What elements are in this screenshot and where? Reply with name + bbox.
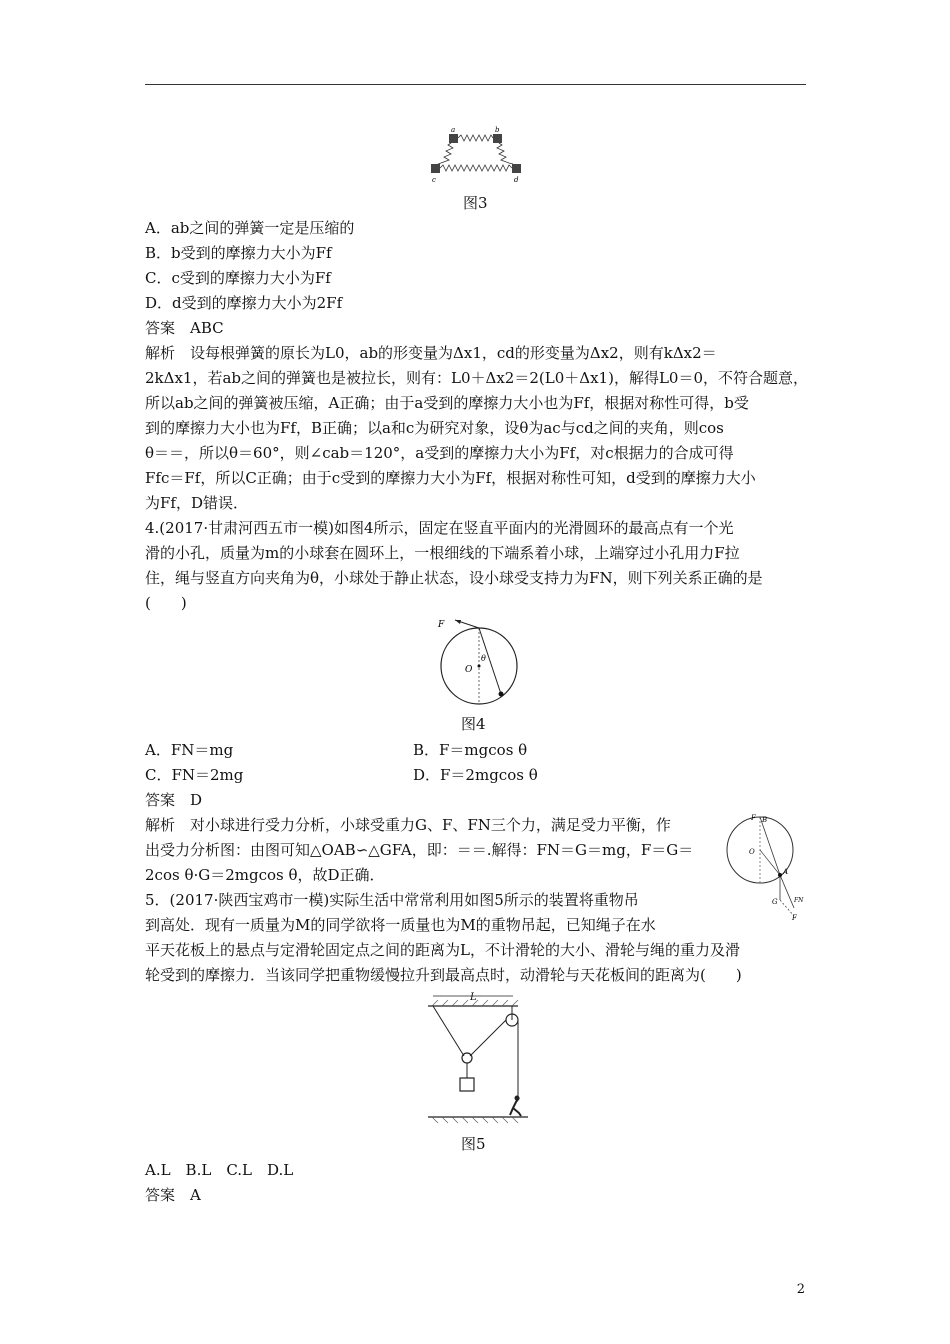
label-b: b [495, 126, 500, 134]
figure-4-ring [430, 615, 530, 705]
q3-analysis-line: θ＝＝，所以θ＝60°，则∠cab＝120°，a受到的摩擦力大小为Ff，对c根据力的合成可得 [145, 444, 734, 462]
string [760, 817, 780, 875]
q4-analysis-line: 解析 对小球进行受力分析，小球受重力G、F、FN三个力，满足受力平衡，作 [145, 816, 671, 834]
radius-OA [760, 850, 780, 875]
q3-option-c: C．c受到的摩擦力大小为Ff [145, 269, 331, 287]
label-L: L [470, 992, 477, 1003]
label-theta: θ [481, 654, 486, 663]
spring-cd [440, 165, 512, 171]
label-B: B [762, 816, 768, 824]
q4-stem-line: 滑的小孔，质量为m的小球套在圆环上，一根细线的下端系着小球，上端穿过小孔用力F拉 [145, 544, 740, 562]
q4-analysis-line: 出受力分析图：由图可知△OAB∽△GFA，即：＝＝.解得：FN＝G＝mg，F＝G＝ [145, 841, 694, 859]
q3-analysis-line: 为Ff，D错误． [145, 494, 248, 512]
person-body [510, 1098, 521, 1116]
q3-option-d: D．d受到的摩擦力大小为2Ff [145, 294, 343, 312]
label-FN: FN [794, 897, 804, 904]
ball [499, 692, 504, 697]
q4-stem-line: ( ) [145, 594, 187, 612]
q4-option-b: B．F＝mgcos θ [413, 741, 528, 759]
q4-stem-line: 住，绳与竖直方向夹角为θ，小球处于静止状态，设小球受支持力为FN，则下列关系正确的是 [145, 569, 763, 587]
force-FN [780, 875, 794, 908]
figure-4-force-analysis [722, 812, 806, 922]
block-c [431, 164, 440, 173]
block-d [512, 164, 521, 173]
label-F-top: F [751, 814, 756, 822]
label-A: A [783, 868, 789, 876]
q4-option-c: C．FN＝2mg [145, 766, 244, 784]
rope-left [433, 1006, 464, 1056]
figure-5-caption: 图5 [461, 1135, 486, 1153]
q3-option-a: A．ab之间的弹簧一定是压缩的 [145, 219, 355, 237]
label-O: O [465, 665, 473, 675]
q3-answer: 答案 ABC [145, 319, 224, 337]
figure-3-springs [420, 122, 530, 184]
ball-A [778, 873, 782, 877]
q4-answer: 答案 D [145, 791, 203, 809]
q3-analysis-line: Ffc＝Ff，所以C正确；由于c受到的摩擦力大小为Ff，根据对称性可知，d受到的摩擦力大小 [145, 469, 756, 487]
q5-stem-line: 5．(2017·陕西宝鸡市一模)实际生活中常常利用如图5所示的装置将重物吊 [145, 891, 639, 909]
figure-5-pulley [418, 992, 534, 1124]
spring-ab [458, 135, 493, 141]
q3-option-b: B．b受到的摩擦力大小为Ff [145, 244, 332, 262]
q3-analysis-line: 到的摩擦力大小也为Ff，B正确；以a和c为研究对象，设θ为ac与cd之间的夹角，则cos [145, 419, 724, 437]
page-number: 2 [796, 1282, 805, 1297]
figure-3-caption: 图3 [463, 194, 488, 212]
q4-option-d: D．F＝2mgcos θ [413, 766, 538, 784]
label-a: a [451, 126, 456, 134]
spring-ac [438, 143, 453, 164]
q4-stem-line: 4.(2017·甘肃河西五市一模)如图4所示，固定在竖直平面内的光滑圆环的最高点有一个光 [145, 519, 734, 537]
label-d: d [514, 176, 519, 184]
label-c: c [432, 176, 436, 184]
q4-option-a: A．FN＝mg [145, 741, 234, 759]
q4-analysis-line: 2cos θ·G＝2mgcos θ，故D正确． [145, 866, 385, 884]
q5-options: A.L B.L C.L D.L [145, 1161, 294, 1179]
q5-stem-line: 轮受到的摩擦力．当该同学把重物缓慢拉升到最高点时，动滑轮与天花板间的距离为( ) [145, 966, 742, 984]
block-a [449, 134, 458, 143]
q5-answer: 答案 A [145, 1186, 201, 1204]
spring-bd [497, 143, 513, 164]
label-G: G [772, 898, 778, 906]
header-rule [145, 84, 806, 85]
weight [460, 1078, 474, 1091]
block-b [493, 134, 502, 143]
ground-hatch [432, 1117, 518, 1123]
rope-right [470, 1020, 506, 1056]
label-F: F [438, 620, 445, 630]
q3-analysis-line: 解析 设每根弹簧的原长为L0，ab的形变量为Δx1，cd的形变量为Δx2，则有kΔx2＝ [145, 344, 717, 362]
figure-4-caption: 图4 [461, 715, 486, 733]
label-O: O [749, 848, 755, 856]
q3-analysis-line: 2kΔx1，若ab之间的弹簧也是被拉长，则有：L0＋Δx2＝2(L0＋Δx1)，解得L0＝0，不符合题意， [145, 369, 808, 387]
q5-stem-line: 到高处．现有一质量为M的同学欲将一质量也为M的重物吊起，已知绳子在水 [145, 916, 656, 934]
moving-pulley [462, 1053, 472, 1063]
center-O [478, 665, 481, 668]
q3-analysis-line: 所以ab之间的弹簧被压缩，A正确；由于a受到的摩擦力大小也为Ff，根据对称性可得，b受 [145, 394, 749, 412]
arrowhead [455, 620, 461, 624]
q5-stem-line: 平天花板上的悬点与定滑轮固定点之间的距离为L，不计滑轮的大小、滑轮与绳的重力及滑 [145, 941, 740, 959]
label-F-bottom: F [792, 914, 797, 922]
